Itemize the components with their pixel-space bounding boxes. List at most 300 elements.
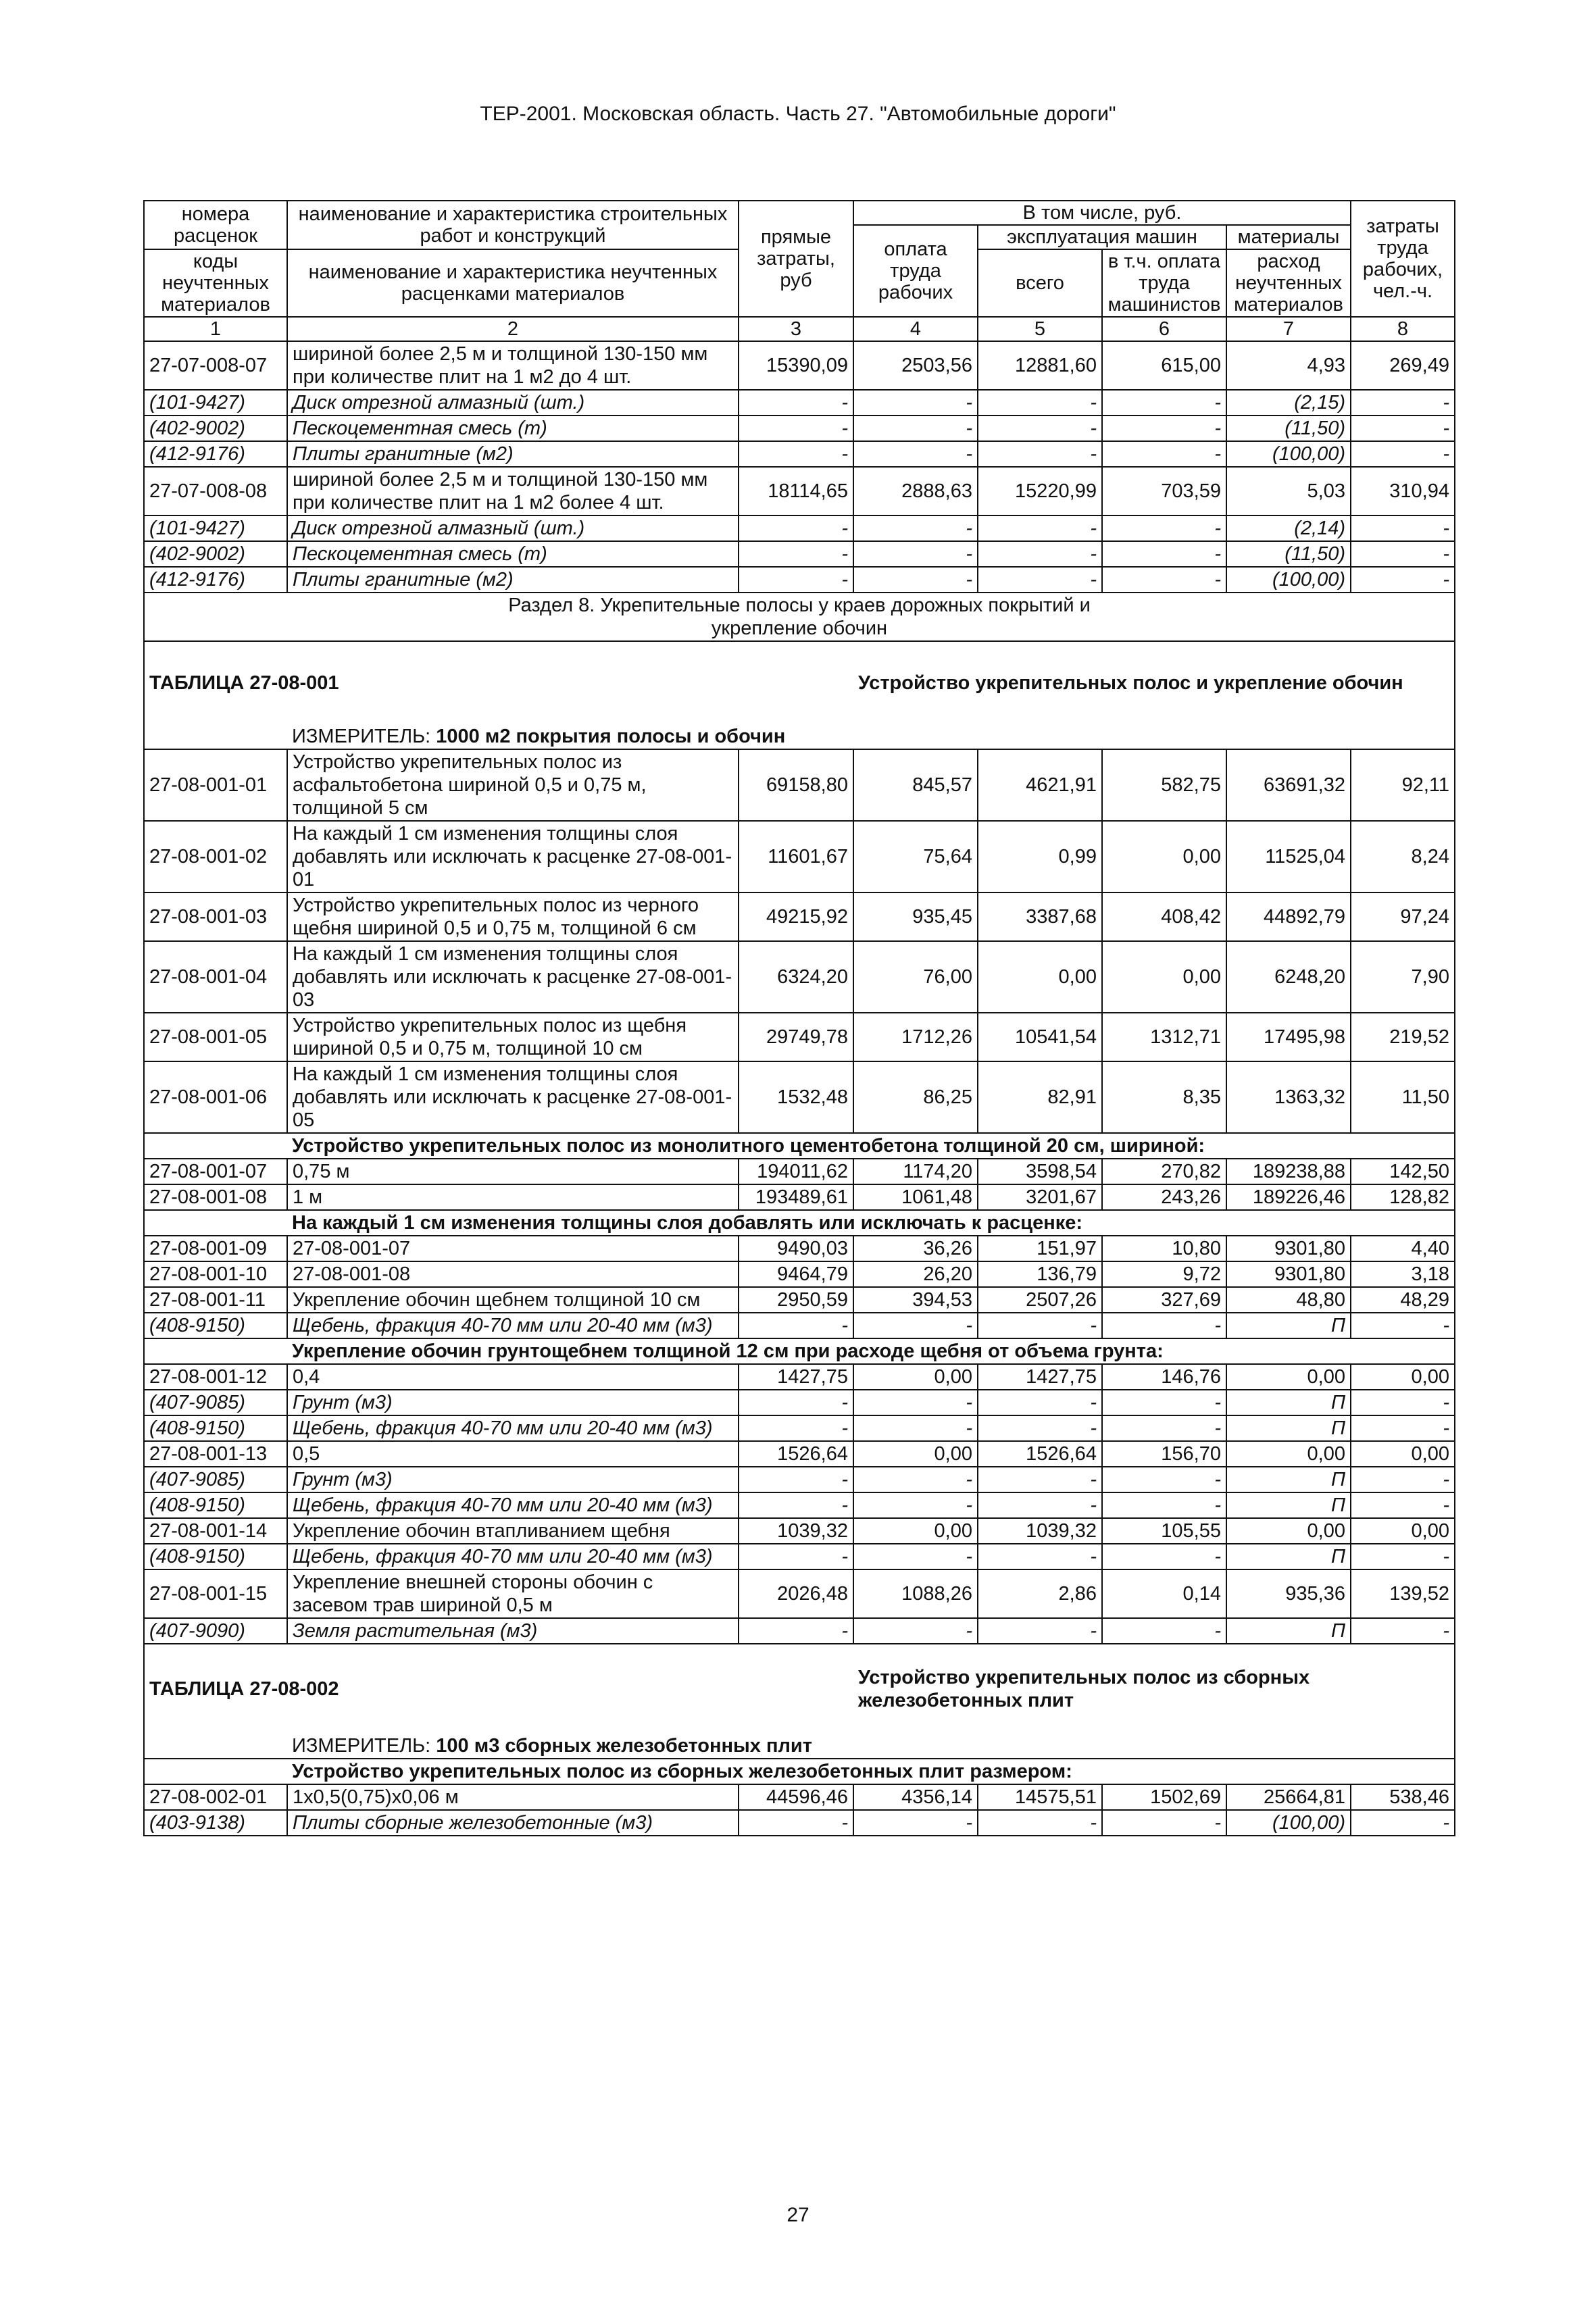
value-cell: 1363,32 bbox=[1226, 1061, 1351, 1133]
material-row bbox=[144, 1313, 1455, 1338]
value-cell: 189226,46 bbox=[1226, 1184, 1351, 1210]
col7-head: материалы bbox=[1226, 225, 1351, 249]
value-cell: П bbox=[1226, 1390, 1351, 1415]
rate-code: 27-08-001-07 bbox=[144, 1159, 287, 1184]
work-name: На каждый 1 см изменения толщины слоя добавлять или исключать к расценке 27-08-001-01 bbox=[287, 821, 739, 892]
material-row bbox=[144, 416, 1455, 441]
value-cell: 63691,32 bbox=[1226, 749, 1351, 821]
value-cell: 11601,67 bbox=[739, 821, 853, 892]
value-cell: 75,64 bbox=[853, 821, 978, 892]
value-cell: - bbox=[739, 1467, 853, 1492]
value-cell: - bbox=[978, 567, 1102, 593]
value-cell: - bbox=[739, 1810, 853, 1836]
value-cell: 6248,20 bbox=[1226, 941, 1351, 1013]
value-cell: - bbox=[1351, 567, 1455, 593]
value-cell: 29749,78 bbox=[739, 1013, 853, 1061]
value-cell: - bbox=[1351, 1492, 1455, 1518]
value-cell: (11,50) bbox=[1226, 541, 1351, 567]
table-row bbox=[144, 1184, 1455, 1210]
value-cell: - bbox=[978, 1492, 1102, 1518]
work-name: Устройство укрепительных полос из черного щебня шириной 0,5 и 0,75 м, толщиной 6 см bbox=[287, 892, 739, 941]
value-cell: 310,94 bbox=[1351, 467, 1455, 515]
col4-head: оплата труда рабочих bbox=[853, 225, 978, 317]
table1-title: Устройство укрепительных полос и укрепление обочин bbox=[853, 641, 1455, 724]
value-cell: 0,14 bbox=[1102, 1569, 1226, 1618]
work-name: шириной более 2,5 м и толщиной 130-150 мм при количестве плит на 1 м2 до 4 шт. bbox=[287, 341, 739, 390]
rate-code: (408-9150) bbox=[144, 1313, 287, 1338]
value-cell: 4621,91 bbox=[978, 749, 1102, 821]
page-number: 27 bbox=[787, 2204, 809, 2226]
material-row bbox=[144, 390, 1455, 416]
value-cell: 4356,14 bbox=[853, 1784, 978, 1810]
material-row bbox=[144, 541, 1455, 567]
value-cell: - bbox=[1102, 1390, 1226, 1415]
work-name: 27-08-001-07 bbox=[287, 1236, 739, 1261]
col2-sub: наименование и характеристика неучтенных расценками материалов bbox=[287, 249, 739, 317]
value-cell: 935,36 bbox=[1226, 1569, 1351, 1618]
rate-code: 27-08-001-13 bbox=[144, 1441, 287, 1467]
work-name: 0,5 bbox=[287, 1441, 739, 1467]
material-row bbox=[144, 1415, 1455, 1441]
material-row bbox=[144, 1544, 1455, 1569]
value-cell: - bbox=[1351, 515, 1455, 541]
price-table bbox=[143, 200, 1455, 1836]
work-name: шириной более 2,5 м и толщиной 130-150 мм при количестве плит на 1 м2 более 4 шт. bbox=[287, 467, 739, 515]
value-cell: - bbox=[853, 1544, 978, 1569]
value-cell: 394,53 bbox=[853, 1287, 978, 1313]
value-cell: 845,57 bbox=[853, 749, 978, 821]
material-row bbox=[144, 1492, 1455, 1518]
value-cell: 3201,67 bbox=[978, 1184, 1102, 1210]
subheading-2 bbox=[144, 1210, 1455, 1236]
value-cell: - bbox=[739, 1492, 853, 1518]
value-cell: 146,76 bbox=[1102, 1364, 1226, 1390]
value-cell: П bbox=[1226, 1313, 1351, 1338]
value-cell: 538,46 bbox=[1351, 1784, 1455, 1810]
table2-code: ТАБЛИЦА 27-08-002 bbox=[144, 1644, 853, 1734]
value-cell: 139,52 bbox=[1351, 1569, 1455, 1618]
value-cell: 0,00 bbox=[853, 1364, 978, 1390]
value-cell: 1174,20 bbox=[853, 1159, 978, 1184]
value-cell: - bbox=[1351, 390, 1455, 416]
value-cell: 5,03 bbox=[1226, 467, 1351, 515]
rate-code: (101-9427) bbox=[144, 515, 287, 541]
value-cell: - bbox=[1102, 515, 1226, 541]
value-cell: - bbox=[1351, 1313, 1455, 1338]
value-cell: 4,93 bbox=[1226, 341, 1351, 390]
value-cell: 0,00 bbox=[1226, 1441, 1351, 1467]
material-name: Диск отрезной алмазный (шт.) bbox=[287, 515, 739, 541]
value-cell: 1039,32 bbox=[978, 1518, 1102, 1544]
value-cell: - bbox=[853, 515, 978, 541]
rate-code: (412-9176) bbox=[144, 567, 287, 593]
value-cell: 1532,48 bbox=[739, 1061, 853, 1133]
value-cell: 44596,46 bbox=[739, 1784, 853, 1810]
value-cell: - bbox=[853, 416, 978, 441]
value-cell: - bbox=[1351, 1415, 1455, 1441]
page-header: ТЕР-2001. Московская область. Часть 27. "Автомобильные дороги" bbox=[480, 103, 1116, 125]
rate-code: (402-9002) bbox=[144, 416, 287, 441]
value-cell: - bbox=[853, 1618, 978, 1644]
material-name: Плиты гранитные (м2) bbox=[287, 441, 739, 467]
table2-heading bbox=[144, 1644, 1455, 1784]
value-cell: 9301,80 bbox=[1226, 1236, 1351, 1261]
rate-code: 27-08-002-01 bbox=[144, 1784, 287, 1810]
value-cell: (11,50) bbox=[1226, 416, 1351, 441]
value-cell: 0,99 bbox=[978, 821, 1102, 892]
work-name: Укрепление внешней стороны обочин с засевом трав шириной 0,5 м bbox=[287, 1569, 739, 1618]
rate-code: 27-08-001-02 bbox=[144, 821, 287, 892]
value-cell: 327,69 bbox=[1102, 1287, 1226, 1313]
value-cell: - bbox=[853, 567, 978, 593]
table-row bbox=[144, 467, 1455, 515]
value-cell: 270,82 bbox=[1102, 1159, 1226, 1184]
value-cell: 9301,80 bbox=[1226, 1261, 1351, 1287]
work-name: Укрепление обочин щебнем толщиной 10 см bbox=[287, 1287, 739, 1313]
value-cell: (100,00) bbox=[1226, 1810, 1351, 1836]
rate-code: (408-9150) bbox=[144, 1544, 287, 1569]
table-header bbox=[144, 201, 1455, 341]
rate-code: 27-08-001-10 bbox=[144, 1261, 287, 1287]
subheading: Устройство укрепительных полос из монолитного цементобетона толщиной 20 см, шириной: bbox=[287, 1133, 1455, 1159]
material-name: Плиты сборные железобетонные (м3) bbox=[287, 1810, 739, 1836]
subheading: На каждый 1 см изменения толщины слоя добавлять или исключать к расценке: bbox=[287, 1210, 1455, 1236]
value-cell: 17495,98 bbox=[1226, 1013, 1351, 1061]
value-cell: 6324,20 bbox=[739, 941, 853, 1013]
value-cell: 128,82 bbox=[1351, 1184, 1455, 1210]
rows-27-08-002 bbox=[144, 1784, 1455, 1836]
value-cell: 15390,09 bbox=[739, 341, 853, 390]
value-cell: 136,79 bbox=[978, 1261, 1102, 1287]
value-cell: 0,00 bbox=[1351, 1518, 1455, 1544]
rate-code: (402-9002) bbox=[144, 541, 287, 567]
col56-head: эксплуатация машин bbox=[978, 225, 1226, 249]
work-name: 1х0,5(0,75)х0,06 м bbox=[287, 1784, 739, 1810]
value-cell: 3,18 bbox=[1351, 1261, 1455, 1287]
material-row bbox=[144, 1810, 1455, 1836]
value-cell: 15220,99 bbox=[978, 467, 1102, 515]
value-cell: 48,29 bbox=[1351, 1287, 1455, 1313]
work-name: Укрепление обочин втапливанием щебня bbox=[287, 1518, 739, 1544]
rate-code: 27-08-001-04 bbox=[144, 941, 287, 1013]
table2-title: Устройство укрепительных полос из сборных железобетонных плит bbox=[853, 1644, 1455, 1734]
value-cell: 0,00 bbox=[853, 1518, 978, 1544]
value-cell: 26,20 bbox=[853, 1261, 978, 1287]
value-cell: 151,97 bbox=[978, 1236, 1102, 1261]
value-cell: 194011,62 bbox=[739, 1159, 853, 1184]
table1-code: ТАБЛИЦА 27-08-001 bbox=[144, 641, 853, 724]
value-cell: 9,72 bbox=[1102, 1261, 1226, 1287]
rate-code: 27-08-001-12 bbox=[144, 1364, 287, 1390]
value-cell: - bbox=[978, 416, 1102, 441]
value-cell: 36,26 bbox=[853, 1236, 978, 1261]
value-cell: - bbox=[978, 1544, 1102, 1569]
value-cell: 2026,48 bbox=[739, 1569, 853, 1618]
rows-block-07-008 bbox=[144, 341, 1455, 593]
value-cell: - bbox=[739, 1618, 853, 1644]
table1-measure: ИЗМЕРИТЕЛЬ: 1000 м2 покрытия полосы и обочин bbox=[287, 724, 1455, 749]
value-cell: 269,49 bbox=[1351, 341, 1455, 390]
work-name: На каждый 1 см изменения толщины слоя добавлять или исключать к расценке 27-08-001-03 bbox=[287, 941, 739, 1013]
rate-code: (407-9090) bbox=[144, 1618, 287, 1644]
value-cell: - bbox=[1351, 416, 1455, 441]
section-title: Раздел 8. Укрепительные полосы у краев дорожных покрытий и укрепление обочин bbox=[144, 593, 1455, 641]
col8-head: затраты труда рабочих, чел.-ч. bbox=[1351, 201, 1455, 317]
material-name: Грунт (м3) bbox=[287, 1467, 739, 1492]
col1-sub: коды неучтенных материалов bbox=[144, 249, 287, 317]
value-cell: 4,40 bbox=[1351, 1236, 1455, 1261]
work-name: Устройство укрепительных полос из щебня шириной 0,5 и 0,75 м, толщиной 10 см bbox=[287, 1013, 739, 1061]
rate-code: 27-08-001-06 bbox=[144, 1061, 287, 1133]
table-row bbox=[144, 341, 1455, 390]
value-cell: - bbox=[739, 390, 853, 416]
rate-code: (403-9138) bbox=[144, 1810, 287, 1836]
table-row bbox=[144, 1518, 1455, 1544]
value-cell: 193489,61 bbox=[739, 1184, 853, 1210]
value-cell: - bbox=[739, 416, 853, 441]
value-cell: (2,15) bbox=[1226, 390, 1351, 416]
col7-sub: расход неучтенных материалов bbox=[1226, 249, 1351, 317]
rows-27-08-001-b bbox=[144, 1159, 1455, 1210]
value-cell: 0,00 bbox=[1226, 1518, 1351, 1544]
value-cell: - bbox=[1351, 1618, 1455, 1644]
value-cell: 1061,48 bbox=[853, 1184, 978, 1210]
material-name: Щебень, фракция 40-70 мм или 20-40 мм (м3) bbox=[287, 1492, 739, 1518]
value-cell: - bbox=[1102, 541, 1226, 567]
value-cell: 0,00 bbox=[1351, 1364, 1455, 1390]
rows-27-08-001-c bbox=[144, 1236, 1455, 1338]
col5-head: всего bbox=[978, 249, 1102, 317]
value-cell: 935,45 bbox=[853, 892, 978, 941]
rate-code: (408-9150) bbox=[144, 1492, 287, 1518]
value-cell: 582,75 bbox=[1102, 749, 1226, 821]
subheading: Устройство укрепительных полос из сборных железобетонных плит размером: bbox=[287, 1759, 1455, 1784]
rate-code: (407-9085) bbox=[144, 1390, 287, 1415]
value-cell: 1427,75 bbox=[739, 1364, 853, 1390]
value-cell: - bbox=[1351, 1467, 1455, 1492]
work-name: 27-08-001-08 bbox=[287, 1261, 739, 1287]
table2-measure: ИЗМЕРИТЕЛЬ: 100 м3 сборных железобетонных плит bbox=[287, 1734, 1455, 1759]
rate-code: 27-08-001-09 bbox=[144, 1236, 287, 1261]
rate-code: 27-08-001-03 bbox=[144, 892, 287, 941]
table-row bbox=[144, 1287, 1455, 1313]
value-cell: П bbox=[1226, 1492, 1351, 1518]
value-cell: - bbox=[853, 541, 978, 567]
value-cell: 3598,54 bbox=[978, 1159, 1102, 1184]
value-cell: 48,80 bbox=[1226, 1287, 1351, 1313]
rate-code: 27-08-001-15 bbox=[144, 1569, 287, 1618]
value-cell: 69158,80 bbox=[739, 749, 853, 821]
col1-head: номера расценок bbox=[144, 201, 287, 249]
value-cell: 76,00 bbox=[853, 941, 978, 1013]
value-cell: П bbox=[1226, 1467, 1351, 1492]
work-name: 0,75 м bbox=[287, 1159, 739, 1184]
value-cell: - bbox=[1351, 1544, 1455, 1569]
value-cell: - bbox=[978, 1390, 1102, 1415]
value-cell: 2503,56 bbox=[853, 341, 978, 390]
material-name: Пескоцементная смесь (т) bbox=[287, 541, 739, 567]
table-row bbox=[144, 1013, 1455, 1061]
value-cell: 142,50 bbox=[1351, 1159, 1455, 1184]
rate-code: (408-9150) bbox=[144, 1415, 287, 1441]
value-cell: 1088,26 bbox=[853, 1569, 978, 1618]
value-cell: 243,26 bbox=[1102, 1184, 1226, 1210]
rate-code: (101-9427) bbox=[144, 390, 287, 416]
value-cell: - bbox=[739, 541, 853, 567]
value-cell: 12881,60 bbox=[978, 341, 1102, 390]
subheading-1 bbox=[144, 1133, 1455, 1159]
value-cell: - bbox=[739, 441, 853, 467]
table-row bbox=[144, 1159, 1455, 1184]
material-row bbox=[144, 1390, 1455, 1415]
subheading: Укрепление обочин грунтощебнем толщиной 12 см при расходе щебня от объема грунта: bbox=[287, 1338, 1455, 1364]
value-cell: - bbox=[739, 1313, 853, 1338]
value-cell: 0,00 bbox=[853, 1441, 978, 1467]
material-name: Земля растительная (м3) bbox=[287, 1618, 739, 1644]
value-cell: - bbox=[978, 1810, 1102, 1836]
value-cell: - bbox=[978, 1618, 1102, 1644]
value-cell: 49215,92 bbox=[739, 892, 853, 941]
value-cell: - bbox=[1351, 441, 1455, 467]
value-cell: - bbox=[1102, 1810, 1226, 1836]
value-cell: - bbox=[1102, 567, 1226, 593]
value-cell: 2888,63 bbox=[853, 467, 978, 515]
value-cell: - bbox=[978, 541, 1102, 567]
rows-27-08-001-d bbox=[144, 1364, 1455, 1644]
value-cell: 0,00 bbox=[1226, 1364, 1351, 1390]
rows-27-08-001-a bbox=[144, 749, 1455, 1133]
value-cell: - bbox=[1351, 1810, 1455, 1836]
value-cell: 18114,65 bbox=[739, 467, 853, 515]
rate-code: 27-07-008-07 bbox=[144, 341, 287, 390]
table-row bbox=[144, 1364, 1455, 1390]
value-cell: - bbox=[1102, 1415, 1226, 1441]
value-cell: 1502,69 bbox=[1102, 1784, 1226, 1810]
section-8 bbox=[144, 593, 1455, 749]
material-row bbox=[144, 567, 1455, 593]
rate-code: 27-08-001-01 bbox=[144, 749, 287, 821]
value-cell: - bbox=[739, 1390, 853, 1415]
rate-code: 27-07-008-08 bbox=[144, 467, 287, 515]
rate-code: (407-9085) bbox=[144, 1467, 287, 1492]
value-cell: - bbox=[739, 567, 853, 593]
table-row bbox=[144, 1441, 1455, 1467]
value-cell: 11525,04 bbox=[1226, 821, 1351, 892]
value-cell: - bbox=[739, 1544, 853, 1569]
value-cell: П bbox=[1226, 1544, 1351, 1569]
value-cell: 1526,64 bbox=[739, 1441, 853, 1467]
value-cell: 0,00 bbox=[978, 941, 1102, 1013]
value-cell: 8,35 bbox=[1102, 1061, 1226, 1133]
value-cell: П bbox=[1226, 1415, 1351, 1441]
table-row bbox=[144, 821, 1455, 892]
value-cell: - bbox=[978, 1415, 1102, 1441]
value-cell: 2950,59 bbox=[739, 1287, 853, 1313]
material-name: Плиты гранитные (м2) bbox=[287, 567, 739, 593]
value-cell: 219,52 bbox=[1351, 1013, 1455, 1061]
material-name: Диск отрезной алмазный (шт.) bbox=[287, 390, 739, 416]
material-row bbox=[144, 515, 1455, 541]
value-cell: - bbox=[853, 1415, 978, 1441]
value-cell: - bbox=[853, 1467, 978, 1492]
material-name: Щебень, фракция 40-70 мм или 20-40 мм (м3) bbox=[287, 1313, 739, 1338]
value-cell: 1712,26 bbox=[853, 1013, 978, 1061]
table-row bbox=[144, 1236, 1455, 1261]
value-cell: 408,42 bbox=[1102, 892, 1226, 941]
group-head: В том числе, руб. bbox=[853, 201, 1351, 225]
value-cell: 0,00 bbox=[1102, 821, 1226, 892]
value-cell: 25664,81 bbox=[1226, 1784, 1351, 1810]
value-cell: 189238,88 bbox=[1226, 1159, 1351, 1184]
value-cell: П bbox=[1226, 1618, 1351, 1644]
value-cell: 9490,03 bbox=[739, 1236, 853, 1261]
table-row bbox=[144, 1784, 1455, 1810]
rate-code: 27-08-001-14 bbox=[144, 1518, 287, 1544]
value-cell: 44892,79 bbox=[1226, 892, 1351, 941]
table-row bbox=[144, 1261, 1455, 1287]
value-cell: 7,90 bbox=[1351, 941, 1455, 1013]
value-cell: 92,11 bbox=[1351, 749, 1455, 821]
value-cell: 1312,71 bbox=[1102, 1013, 1226, 1061]
material-row bbox=[144, 441, 1455, 467]
table-row bbox=[144, 1569, 1455, 1618]
value-cell: 9464,79 bbox=[739, 1261, 853, 1287]
value-cell: - bbox=[1102, 1313, 1226, 1338]
value-cell: - bbox=[853, 1313, 978, 1338]
rate-code: (412-9176) bbox=[144, 441, 287, 467]
rate-code: 27-08-001-05 bbox=[144, 1013, 287, 1061]
value-cell: 105,55 bbox=[1102, 1518, 1226, 1544]
work-name: На каждый 1 см изменения толщины слоя добавлять или исключать к расценке 27-08-001-05 bbox=[287, 1061, 739, 1133]
table-row bbox=[144, 1061, 1455, 1133]
value-cell: 1427,75 bbox=[978, 1364, 1102, 1390]
value-cell: 97,24 bbox=[1351, 892, 1455, 941]
table-row bbox=[144, 749, 1455, 821]
value-cell: - bbox=[853, 1810, 978, 1836]
column-numbers: 1 2 3 4 5 6 7 8 bbox=[144, 317, 1455, 341]
table-row bbox=[144, 941, 1455, 1013]
value-cell: 0,00 bbox=[1351, 1441, 1455, 1467]
value-cell: - bbox=[1102, 1492, 1226, 1518]
value-cell: 1526,64 bbox=[978, 1441, 1102, 1467]
value-cell: - bbox=[978, 390, 1102, 416]
work-name: Устройство укрепительных полос из асфальтобетона шириной 0,5 и 0,75 м, толщиной 5 см bbox=[287, 749, 739, 821]
material-name: Грунт (м3) bbox=[287, 1390, 739, 1415]
value-cell: - bbox=[1351, 1390, 1455, 1415]
material-name: Пескоцементная смесь (т) bbox=[287, 416, 739, 441]
value-cell: 0,00 bbox=[1102, 941, 1226, 1013]
material-name: Щебень, фракция 40-70 мм или 20-40 мм (м3) bbox=[287, 1415, 739, 1441]
value-cell: - bbox=[1102, 1618, 1226, 1644]
work-name: 1 м bbox=[287, 1184, 739, 1210]
material-row bbox=[144, 1618, 1455, 1644]
value-cell: - bbox=[853, 1390, 978, 1415]
col2-head: наименование и характеристика строительных работ и конструкций bbox=[287, 201, 739, 249]
value-cell: - bbox=[978, 441, 1102, 467]
value-cell: - bbox=[1102, 416, 1226, 441]
value-cell: 156,70 bbox=[1102, 1441, 1226, 1467]
value-cell: - bbox=[853, 1492, 978, 1518]
value-cell: - bbox=[1102, 1544, 1226, 1569]
value-cell: - bbox=[978, 515, 1102, 541]
material-row bbox=[144, 1467, 1455, 1492]
value-cell: 10,80 bbox=[1102, 1236, 1226, 1261]
value-cell: - bbox=[739, 1415, 853, 1441]
value-cell: 82,91 bbox=[978, 1061, 1102, 1133]
value-cell: - bbox=[978, 1467, 1102, 1492]
table-row bbox=[144, 892, 1455, 941]
subheading-3 bbox=[144, 1338, 1455, 1364]
